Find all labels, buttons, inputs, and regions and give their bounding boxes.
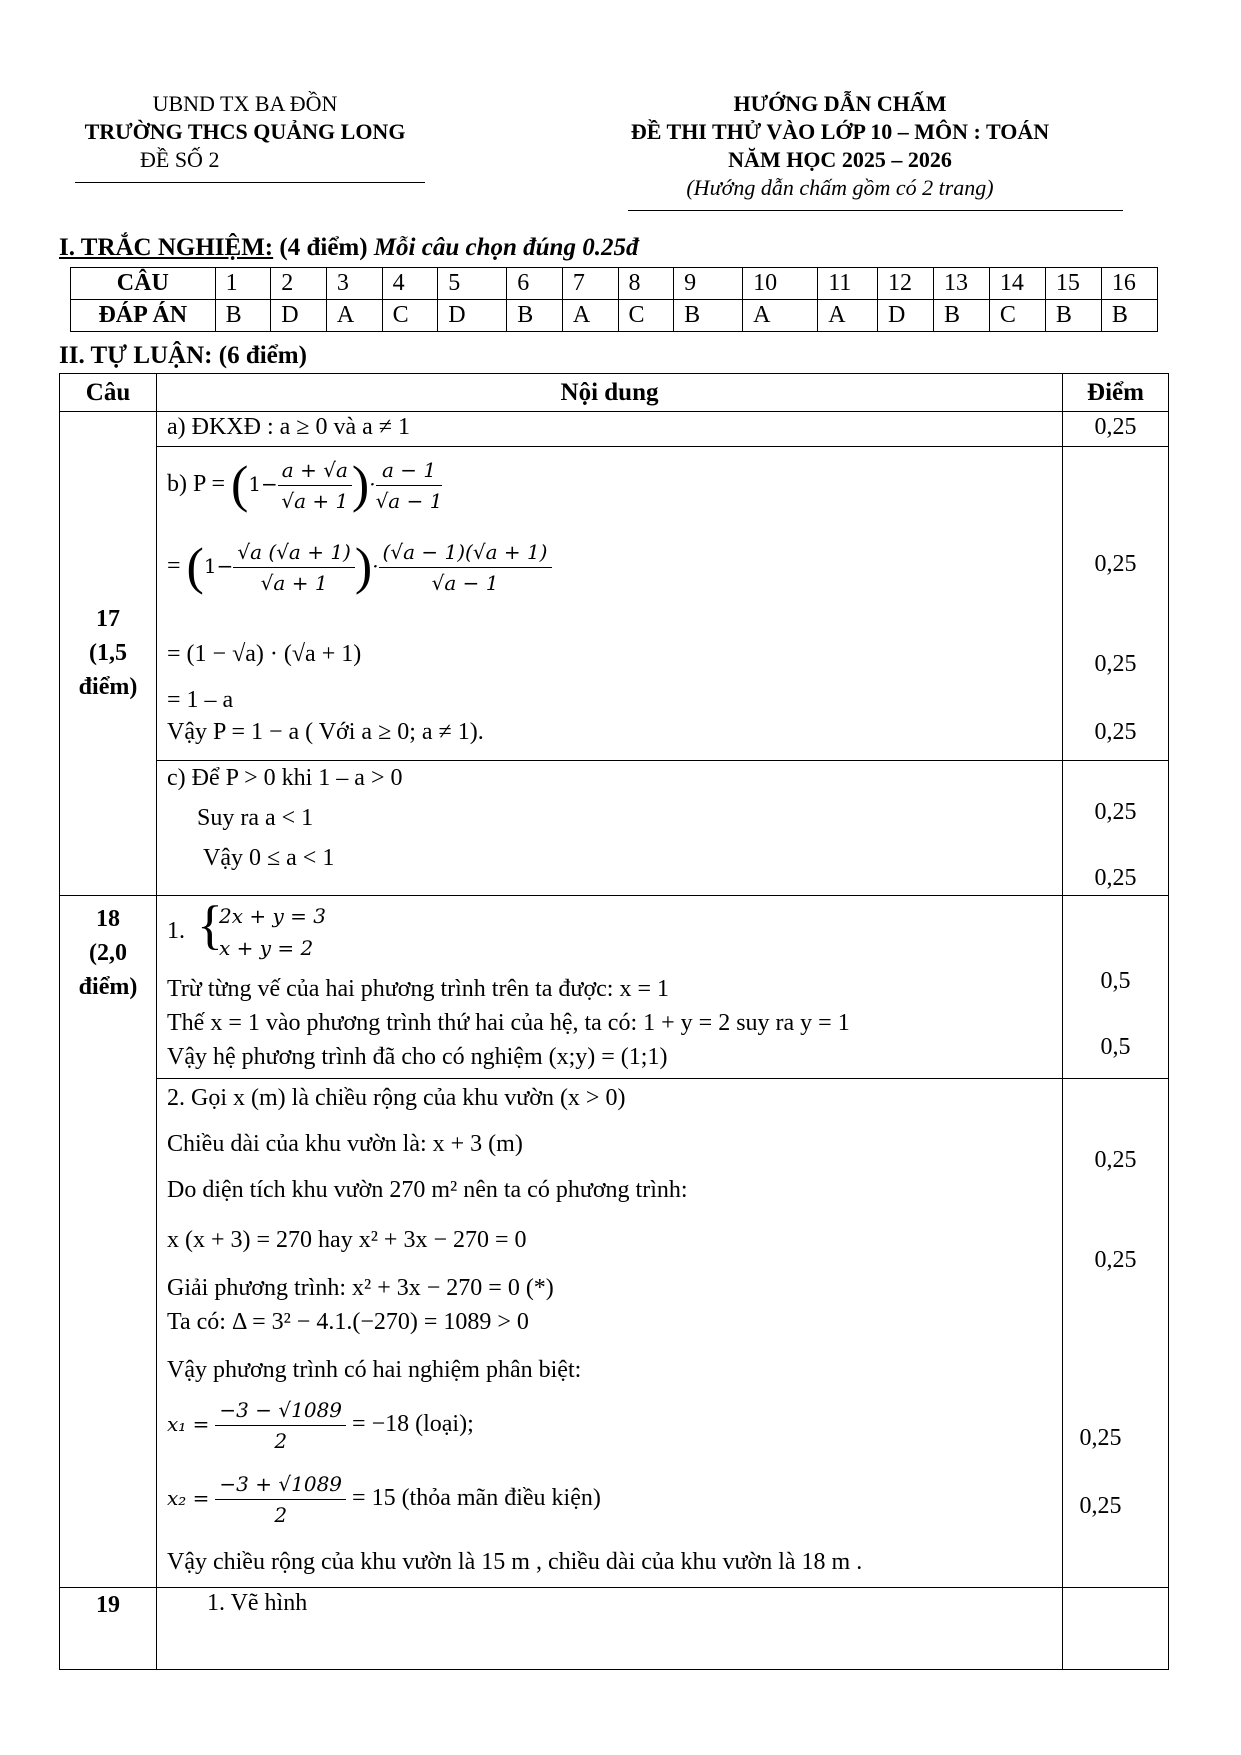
x2-numerator: −3 + √1089 bbox=[215, 1469, 346, 1500]
q18p1-line1: Trừ từng vế của hai phương trình trên ta được: x = 1 bbox=[167, 976, 669, 1002]
q-num: 8 bbox=[618, 268, 674, 300]
header-left-line1: UBND TX BA ĐỒN bbox=[152, 91, 338, 116]
header-left bbox=[60, 90, 430, 174]
q17a-points-cell bbox=[1063, 412, 1169, 447]
q18p2-line5: Giải phương trình: x² + 3x − 270 = 0 (*) bbox=[167, 1275, 554, 1301]
q18p2-line2: Chiều dài của khu vườn là: x + 3 (m) bbox=[167, 1131, 523, 1157]
answer-key-row-answers bbox=[71, 300, 1158, 332]
q18p2-line1: 2. Gọi x (m) là chiều rộng của khu vườn (x > 0) bbox=[167, 1085, 626, 1111]
answer-cell: C bbox=[382, 300, 438, 332]
x2-rhs: = 15 (thỏa mãn điều kiện) bbox=[352, 1485, 601, 1512]
x1-rhs: = −18 (loại); bbox=[352, 1411, 474, 1438]
header-right bbox=[590, 90, 1090, 202]
row-label-question: CÂU bbox=[71, 268, 216, 300]
q19-points-cell bbox=[1063, 1588, 1169, 1670]
q17-row-a bbox=[60, 412, 1169, 447]
q17b-conclusion: Vậy P = 1 − a ( Với a ≥ 0; a ≠ 1). bbox=[167, 719, 484, 745]
q18-points-unit: điểm) bbox=[78, 974, 138, 1000]
q18p1-content bbox=[157, 896, 1063, 1079]
q17b-line4: = 1 – a bbox=[167, 687, 234, 713]
exam-code: ĐỀ SỐ 2 bbox=[140, 147, 220, 172]
q17b-line3: = (1 − √a) · (√a + 1) bbox=[167, 641, 362, 667]
q17-row-b bbox=[60, 447, 1169, 761]
header-left-rule bbox=[75, 182, 425, 183]
q17c-content bbox=[157, 761, 1063, 896]
paren-close: ) bbox=[354, 538, 373, 596]
q18-row-2 bbox=[60, 1079, 1169, 1588]
q18p1-line2: Thế x = 1 vào phương trình thứ hai của hệ, ta có: 1 + y = 2 suy ra y = 1 bbox=[167, 1010, 850, 1036]
q17-number: 17 bbox=[96, 606, 120, 632]
q18p1-intro: 1. bbox=[167, 918, 185, 944]
answer-cell: B bbox=[507, 300, 563, 332]
q-num: 12 bbox=[877, 268, 933, 300]
answer-cell: A bbox=[818, 300, 878, 332]
fraction: $\frac{√a (√a + 1)}{√a + 1}$ bbox=[233, 537, 355, 598]
school-name: TRƯỜNG THCS QUẢNG LONG bbox=[84, 119, 406, 144]
q-num: 13 bbox=[933, 268, 989, 300]
answer-cell: C bbox=[618, 300, 674, 332]
x2-lhs: x₂ = bbox=[167, 1486, 210, 1511]
x1-denominator: 2 bbox=[274, 1429, 288, 1453]
q18-label-cell bbox=[60, 896, 157, 1588]
x2-line bbox=[167, 1469, 601, 1530]
header-right-rule bbox=[628, 210, 1123, 211]
answer-key-row-questions bbox=[71, 268, 1158, 300]
answer-cell: D bbox=[271, 300, 327, 332]
q17c-line1: c) Để P > 0 khi 1 – a > 0 bbox=[167, 765, 403, 791]
row-label-answer: ĐÁP ÁN bbox=[71, 300, 216, 332]
col-header-question: Câu bbox=[60, 374, 157, 412]
doc-subtitle: ĐỀ THI THỬ VÀO LỚP 10 – MÔN : TOÁN bbox=[630, 119, 1050, 144]
eq2: x + y = 2 bbox=[219, 936, 314, 960]
part1-heading bbox=[59, 234, 638, 262]
fraction: $\frac{a - 1}{√a - 1}$ bbox=[376, 455, 443, 516]
q17b-point: 0,25 bbox=[1094, 719, 1137, 745]
q17b-points-cell bbox=[1063, 447, 1169, 761]
answer-cell: B bbox=[215, 300, 271, 332]
answer-cell: A bbox=[743, 300, 818, 332]
x2-denominator: 2 bbox=[274, 1503, 288, 1527]
q-num: 15 bbox=[1045, 268, 1101, 300]
x1-numerator: −3 − √1089 bbox=[215, 1395, 346, 1426]
q-num: 9 bbox=[674, 268, 743, 300]
x2-fraction bbox=[215, 1469, 346, 1530]
q17-row-c bbox=[60, 761, 1169, 896]
q18p1-point: 0,5 bbox=[1100, 968, 1131, 994]
school-year: NĂM HỌC 2025 – 2026 bbox=[728, 147, 952, 172]
q-num: 5 bbox=[438, 268, 507, 300]
answer-cell: A bbox=[562, 300, 618, 332]
q19-label-cell bbox=[60, 1588, 157, 1670]
paren-open: ( bbox=[230, 456, 249, 514]
fraction: $\frac{a + √a}{√a + 1}$ bbox=[278, 455, 352, 516]
q-num: 11 bbox=[818, 268, 878, 300]
x1-fraction bbox=[215, 1395, 346, 1456]
q17b-line1 bbox=[167, 455, 442, 516]
q18p2-point: 0,25 bbox=[1094, 1147, 1137, 1173]
q17b-point: 0,25 bbox=[1094, 551, 1137, 577]
x1-lhs: x₁ = bbox=[167, 1412, 210, 1437]
q18p1-line3: Vậy hệ phương trình đã cho có nghiệm (x;y) = (1;1) bbox=[167, 1044, 668, 1070]
answer-key-table bbox=[70, 267, 1158, 332]
q17c-line3: Vậy 0 ≤ a < 1 bbox=[203, 845, 335, 871]
answer-cell: D bbox=[438, 300, 507, 332]
paren-open: ( bbox=[186, 538, 204, 596]
q18p2-point: 0,25 bbox=[1094, 1247, 1137, 1273]
q17b-prefix: b) P = bbox=[167, 471, 225, 498]
col-header-content: Nội dung bbox=[157, 374, 1063, 412]
answer-cell: B bbox=[1045, 300, 1101, 332]
answer-cell: C bbox=[989, 300, 1045, 332]
q17a-points: 0,25 bbox=[1094, 414, 1137, 440]
q-num: 10 bbox=[743, 268, 818, 300]
doc-title: HƯỚNG DẪN CHẤM bbox=[733, 91, 947, 116]
q18p2-points-cell bbox=[1063, 1079, 1169, 1588]
paren-close: ) bbox=[351, 456, 370, 514]
answer-cell: B bbox=[933, 300, 989, 332]
q19-row bbox=[60, 1588, 1169, 1670]
q18p2-conclusion: Vậy chiều rộng của khu vườn là 15 m , chiều dài của khu vườn là 18 m . bbox=[167, 1549, 863, 1575]
q17c-point: 0,25 bbox=[1094, 799, 1137, 825]
answer-cell: B bbox=[1101, 300, 1157, 332]
brace: { bbox=[197, 895, 223, 955]
q17b-point: 0,25 bbox=[1094, 651, 1137, 677]
part1-points: (4 điểm) bbox=[273, 234, 368, 261]
q-num: 16 bbox=[1101, 268, 1157, 300]
q17a-content bbox=[157, 412, 1063, 447]
dot: · bbox=[369, 472, 376, 497]
part2-heading bbox=[59, 342, 307, 370]
col-header-points: Điểm bbox=[1063, 374, 1169, 412]
part2-title: II. TỰ LUẬN: bbox=[59, 342, 213, 369]
q18p2-point: 0,25 bbox=[1079, 1425, 1122, 1451]
essay-table bbox=[59, 373, 1169, 1670]
essay-header-row bbox=[60, 374, 1169, 412]
q17b-content bbox=[157, 447, 1063, 761]
q-num: 14 bbox=[989, 268, 1045, 300]
q18p2-content bbox=[157, 1079, 1063, 1588]
q-num: 6 bbox=[507, 268, 563, 300]
answer-cell: D bbox=[877, 300, 933, 332]
q18p2-line4: x (x + 3) = 270 hay x² + 3x − 270 = 0 bbox=[167, 1227, 527, 1253]
q-num: 2 bbox=[271, 268, 327, 300]
q17c-points-cell bbox=[1063, 761, 1169, 896]
q18-points-total: (2,0 bbox=[89, 940, 127, 966]
q18p2-line6: Ta có: Δ = 3² − 4.1.(−270) = 1089 > 0 bbox=[167, 1309, 529, 1335]
q18-row-1 bbox=[60, 896, 1169, 1079]
q18p2-point: 0,25 bbox=[1079, 1493, 1122, 1519]
q-num: 3 bbox=[326, 268, 382, 300]
q17a-text: a) ĐKXĐ : a ≥ 0 và a ≠ 1 bbox=[167, 414, 410, 440]
q18p1-point: 0,5 bbox=[1100, 1034, 1131, 1060]
q19-number: 19 bbox=[96, 1592, 120, 1618]
q18-number: 18 bbox=[96, 906, 120, 932]
x1-line bbox=[167, 1395, 474, 1456]
q19-content bbox=[157, 1588, 1063, 1670]
q-num: 1 bbox=[215, 268, 271, 300]
answer-cell: A bbox=[326, 300, 382, 332]
part1-note: Mỗi câu chọn đúng 0.25đ bbox=[367, 234, 639, 261]
q17-label-cell bbox=[60, 412, 157, 896]
q17b-line2: = (1− $\frac{√a (√a + 1)}{√a + 1}$ )· $\frac{(√a - 1)(√a + 1)}{√a - 1}$ bbox=[167, 537, 552, 598]
answer-cell: B bbox=[674, 300, 743, 332]
q18p2-line3: Do diện tích khu vườn 270 m² nên ta có phương trình: bbox=[167, 1177, 688, 1203]
page-note: (Hướng dẫn chấm gồm có 2 trang) bbox=[686, 175, 994, 200]
part2-points: (6 điểm) bbox=[212, 342, 307, 369]
q19-line1: 1. Vẽ hình bbox=[207, 1590, 308, 1616]
q17c-point: 0,25 bbox=[1094, 865, 1137, 891]
one: 1− bbox=[248, 472, 278, 497]
eq1: 2x + y = 3 bbox=[219, 904, 326, 928]
part1-title: I. TRẮC NGHIỆM: bbox=[59, 234, 274, 261]
q17-points-unit: điểm) bbox=[78, 674, 138, 700]
q-num: 7 bbox=[562, 268, 618, 300]
fraction: $\frac{(√a - 1)(√a + 1)}{√a - 1}$ bbox=[379, 537, 552, 598]
q17c-line2: Suy ra a < 1 bbox=[197, 805, 314, 831]
q18p1-points-cell bbox=[1063, 896, 1169, 1079]
q17-points-total: (1,5 bbox=[89, 640, 127, 666]
q-num: 4 bbox=[382, 268, 438, 300]
q18p2-line7: Vậy phương trình có hai nghiệm phân biệt: bbox=[167, 1357, 582, 1383]
